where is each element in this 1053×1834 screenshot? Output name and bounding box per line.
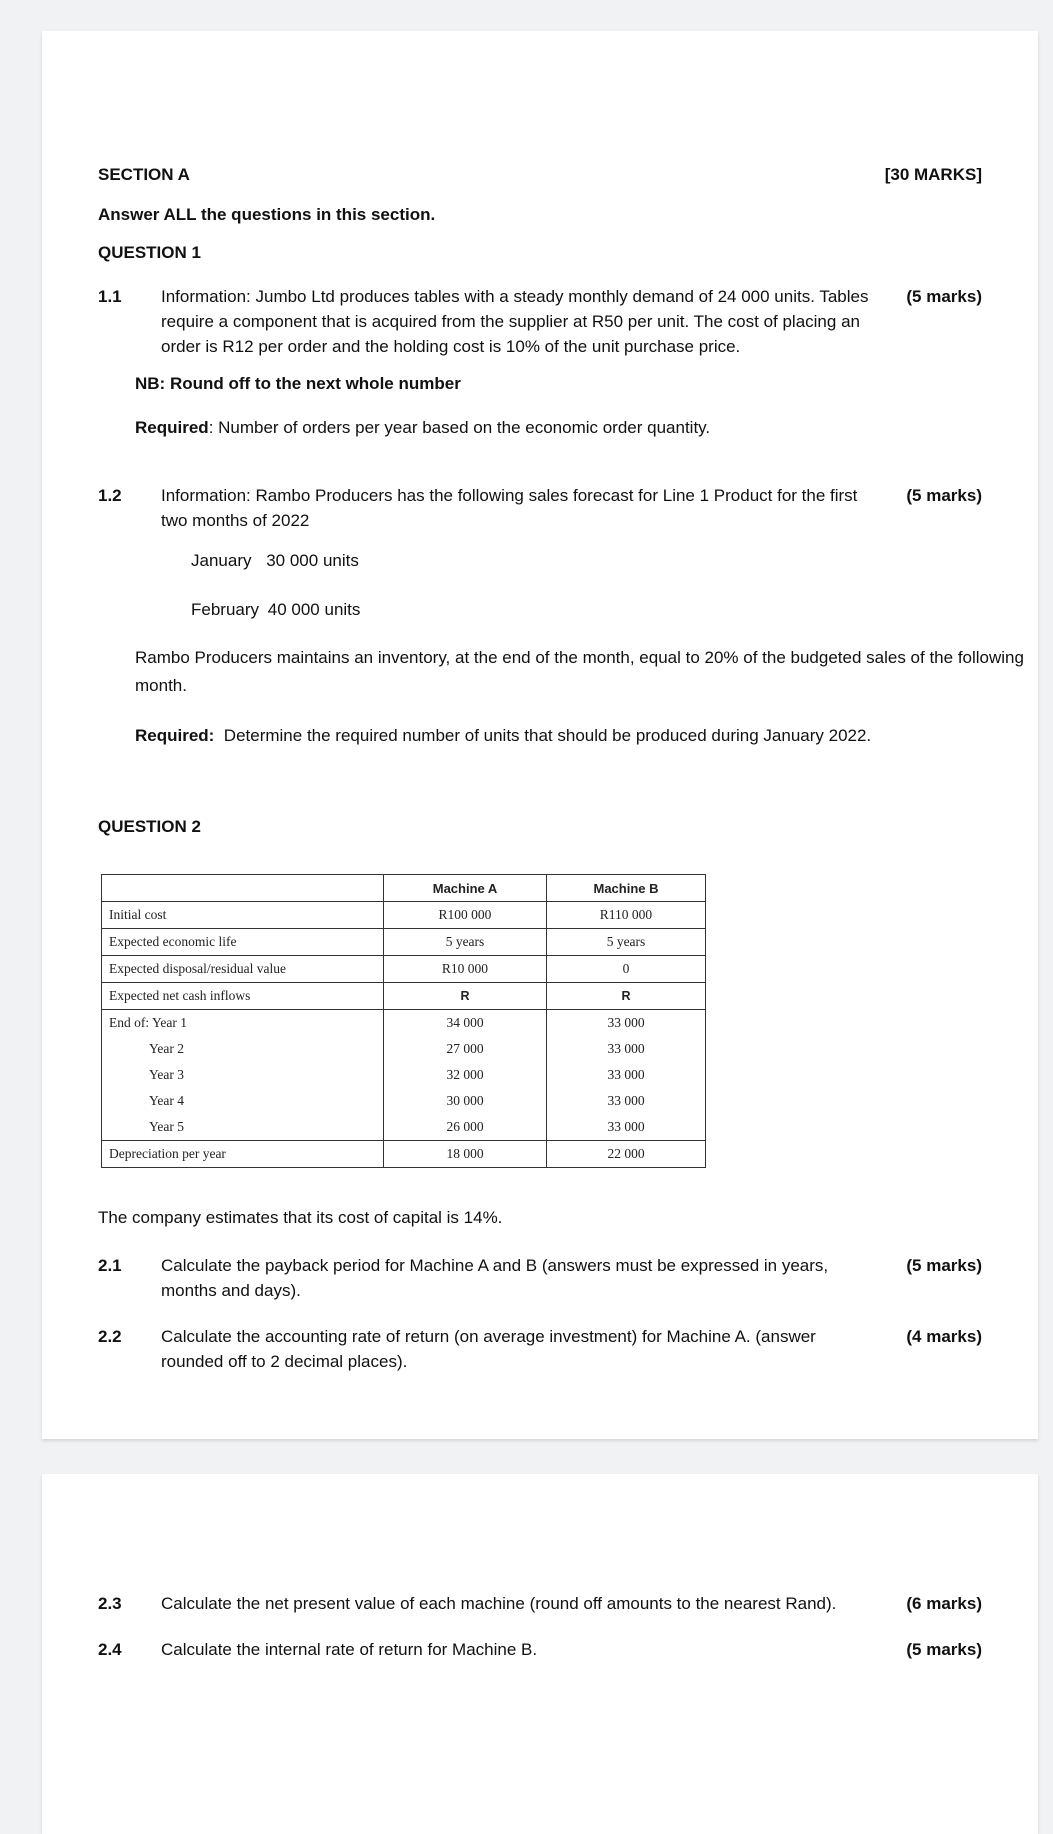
q2-3-number: 2.3 bbox=[98, 1594, 122, 1613]
table-row bbox=[102, 1062, 706, 1088]
q2-4-marks: (5 marks) bbox=[906, 1640, 982, 1659]
q1-2-marks: (5 marks) bbox=[906, 486, 982, 505]
cell-machine-a: 34 000 bbox=[384, 1010, 547, 1037]
row-label: Depreciation per year bbox=[102, 1141, 384, 1168]
forecast-row-february bbox=[191, 600, 360, 620]
table-row bbox=[102, 1141, 706, 1168]
q1-1-required bbox=[135, 418, 710, 438]
machine-comparison-table bbox=[101, 874, 706, 1168]
q2-1-text: Calculate the payback period for Machine A and B (answers must be expressed in years, months and days). bbox=[161, 1256, 829, 1300]
table-header-blank bbox=[102, 875, 384, 902]
question1-heading: QUESTION 1 bbox=[98, 243, 201, 262]
cell-machine-a: 26 000 bbox=[384, 1114, 547, 1141]
table-header-machine-a: Machine A bbox=[384, 875, 547, 902]
forecast-units: 40 000 units bbox=[267, 600, 361, 619]
cell-machine-a: 32 000 bbox=[384, 1062, 547, 1088]
row-label: Expected net cash inflows bbox=[102, 983, 384, 1010]
cell-machine-b: 33 000 bbox=[547, 1088, 706, 1114]
cell-machine-a: R100 000 bbox=[384, 902, 547, 929]
table-header-row bbox=[102, 875, 706, 902]
cell-machine-b: 33 000 bbox=[547, 1036, 706, 1062]
cell-machine-b: R bbox=[547, 983, 706, 1010]
cell-machine-b: 33 000 bbox=[547, 1114, 706, 1141]
question2-heading: QUESTION 2 bbox=[98, 817, 201, 836]
q2-3-marks: (6 marks) bbox=[906, 1594, 982, 1613]
q1-1-marks: (5 marks) bbox=[906, 287, 982, 306]
cell-machine-a: 5 years bbox=[384, 929, 547, 956]
row-label: Year 5 bbox=[102, 1114, 384, 1141]
row-label: Year 3 bbox=[102, 1062, 384, 1088]
forecast-units: 30 000 units bbox=[266, 551, 359, 570]
forecast-month: February bbox=[191, 600, 260, 619]
q2-1-marks: (5 marks) bbox=[906, 1256, 982, 1275]
document-page-1 bbox=[42, 31, 1038, 1439]
required-label: Required: bbox=[135, 726, 215, 745]
cell-machine-b: 22 000 bbox=[547, 1141, 706, 1168]
row-label: End of: Year 1 bbox=[102, 1010, 384, 1037]
q2-2-number: 2.2 bbox=[98, 1327, 122, 1346]
section-title: SECTION A bbox=[98, 165, 190, 184]
document-page-2 bbox=[42, 1474, 1038, 1834]
q1-1-text: Information: Jumbo Ltd produces tables with a steady monthly demand of 24 000 units. Tables require a component that is acquired from the supplier at R50 per unit. The cost of placing an order is R12 per order and the holding cost is 10% of the unit purchase price. bbox=[161, 287, 869, 356]
required-label: Required bbox=[135, 418, 209, 437]
required-text: Determine the required number of units that should be produced during January 2022. bbox=[223, 726, 872, 745]
row-label: Expected disposal/residual value bbox=[102, 956, 384, 983]
cell-machine-b: 33 000 bbox=[547, 1010, 706, 1037]
q2-2-marks: (4 marks) bbox=[906, 1327, 982, 1346]
table-header-machine-b: Machine B bbox=[547, 875, 706, 902]
cell-machine-b: 0 bbox=[547, 956, 706, 983]
q2-3-text: Calculate the net present value of each machine (round off amounts to the nearest Rand). bbox=[161, 1594, 837, 1613]
cell-machine-a: 27 000 bbox=[384, 1036, 547, 1062]
cell-machine-a: R10 000 bbox=[384, 956, 547, 983]
q2-4-text: Calculate the internal rate of return for Machine B. bbox=[161, 1640, 538, 1659]
row-label: Initial cost bbox=[102, 902, 384, 929]
table-row bbox=[102, 956, 706, 983]
row-label: Year 4 bbox=[102, 1088, 384, 1114]
row-label: Year 2 bbox=[102, 1036, 384, 1062]
cell-machine-a: R bbox=[384, 983, 547, 1010]
table-row bbox=[102, 1036, 706, 1062]
cell-machine-a: 18 000 bbox=[384, 1141, 547, 1168]
table-row bbox=[102, 902, 706, 929]
cell-machine-a: 30 000 bbox=[384, 1088, 547, 1114]
forecast-month: January bbox=[191, 551, 252, 570]
q1-1-number: 1.1 bbox=[98, 287, 122, 306]
forecast-row-january bbox=[191, 551, 359, 571]
required-text: : Number of orders per year based on the economic order quantity. bbox=[208, 418, 711, 437]
row-label: Expected economic life bbox=[102, 929, 384, 956]
section-instruction: Answer ALL the questions in this section. bbox=[98, 205, 436, 224]
table-row bbox=[102, 929, 706, 956]
table-row bbox=[102, 983, 706, 1010]
cell-machine-b: 33 000 bbox=[547, 1062, 706, 1088]
cell-machine-b: R110 000 bbox=[547, 902, 706, 929]
table-row bbox=[102, 1010, 706, 1037]
cost-of-capital-note: The company estimates that its cost of capital is 14%. bbox=[98, 1208, 503, 1227]
q2-2-text: Calculate the accounting rate of return (on average investment) for Machine A. (answer rounded off to 2 decimal places). bbox=[161, 1327, 816, 1371]
q1-2-number: 1.2 bbox=[98, 486, 122, 505]
q1-2-required bbox=[135, 726, 871, 746]
section-total-marks: [30 MARKS] bbox=[884, 165, 982, 184]
q2-1-number: 2.1 bbox=[98, 1256, 122, 1275]
table-row bbox=[102, 1114, 706, 1141]
cell-machine-b: 5 years bbox=[547, 929, 706, 956]
q1-1-nb: NB: Round off to the next whole number bbox=[135, 374, 461, 393]
inventory-note: Rambo Producers maintains an inventory, at the end of the month, equal to 20% of the budgeted sales of the following month. bbox=[135, 648, 1024, 695]
q1-2-text: Information: Rambo Producers has the following sales forecast for Line 1 Product for the first two months of 2022 bbox=[161, 486, 858, 530]
q2-4-number: 2.4 bbox=[98, 1640, 122, 1659]
table-row bbox=[102, 1088, 706, 1114]
